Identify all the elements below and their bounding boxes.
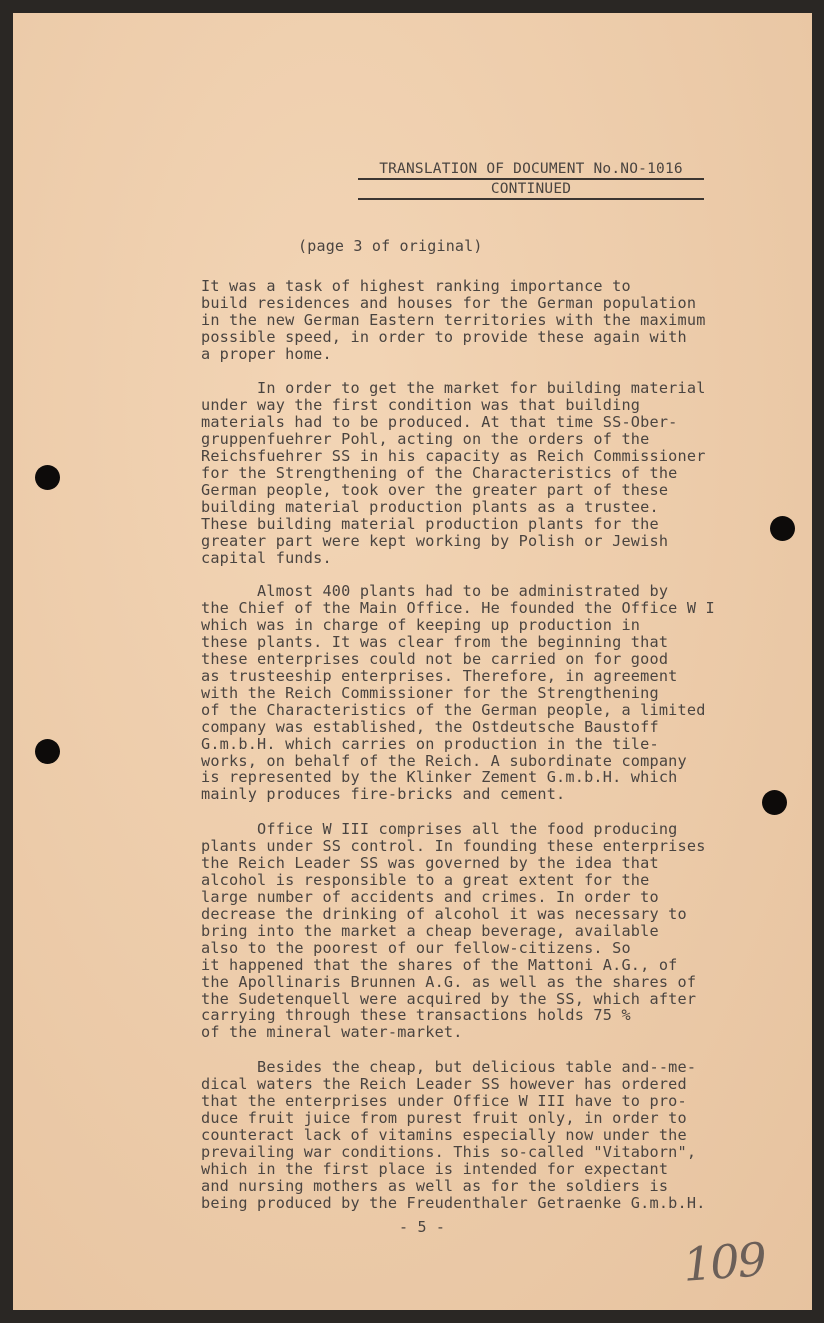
punch-hole: [770, 516, 795, 541]
document-header: [358, 161, 704, 200]
handwritten-folio-number: 109: [681, 1232, 767, 1292]
paragraph-5: Besides the cheap, but delicious table and--me- dical waters the Reich Leader SS however has ordered that the enterprises under Office W III have to pro- duce fruit juice from purest fruit only, in order to counteract lack of vitamins especially now under the prevailing war conditions. This so-called "Vitaborn", which in the first place is intended for expectant and nursing mothers as well as for the soldiers is being produced by the Freudenthaler Getraenke G.m.b.H.: [201, 1058, 706, 1212]
page-number: - 5 -: [399, 1218, 446, 1236]
punch-hole: [35, 465, 60, 490]
paragraph-2: In order to get the market for building material under way the first condition was that building materials had to be produced. At that time SS-Ober- gruppenfuehrer Pohl, acting on the orders of the Reichsfuehrer SS in his capacity as Reich Commissioner for the Strengthening of the Characteristics of the German people, took over the greater part of these building material production plants as a trustee. These building material production plants for the greater part were kept working by Polish or Jewish capital funds.: [201, 379, 706, 567]
punch-hole: [35, 739, 60, 764]
paragraph-1: It was a task of highest ranking importance to build residences and houses for the German population in the new German Eastern territories with the maximum possible speed, in order to provide these again with a proper home.: [201, 277, 706, 363]
document-page: [13, 13, 812, 1310]
document-title: TRANSLATION OF DOCUMENT No.NO-1016: [358, 161, 704, 180]
paragraph-4: Office W III comprises all the food producing plants under SS control. In founding these enterprises the Reich Leader SS was governed by the idea that alcohol is responsible to a great extent for the large number of accidents and crimes. In order to decrease the drinking of alcohol it was necessary to bring into the market a cheap beverage, available also to the poorest of our fellow-citizens. So it happened that the shares of the Mattoni A.G., of the Apollinaris Brunnen A.G. as well as the shares of the Sudetenquell were acquired by the SS, which after carrying through these transactions holds 75 % of the mineral water-market.: [201, 820, 706, 1042]
document-subtitle: CONTINUED: [358, 180, 704, 200]
paragraph-3: Almost 400 plants had to be administrated by the Chief of the Main Office. He founded the Office W I which was in charge of keeping up production in these plants. It was clear from the beginning that these enterprises could not be carried on for good as trusteeship enterprises. Therefore, in agreement with the Reich Commissioner for the Strengthening of the Characteristics of the German people, a limited company was established, the Ostdeutsche Baustoff G.m.b.H. which carries on production in the tile- works, on behalf of the Reich. A subordinate company is represented by the Klinker Zement G.m.b.H. which mainly produces fire-bricks and cement.: [201, 582, 715, 804]
original-page-note: (page 3 of original): [298, 237, 483, 255]
